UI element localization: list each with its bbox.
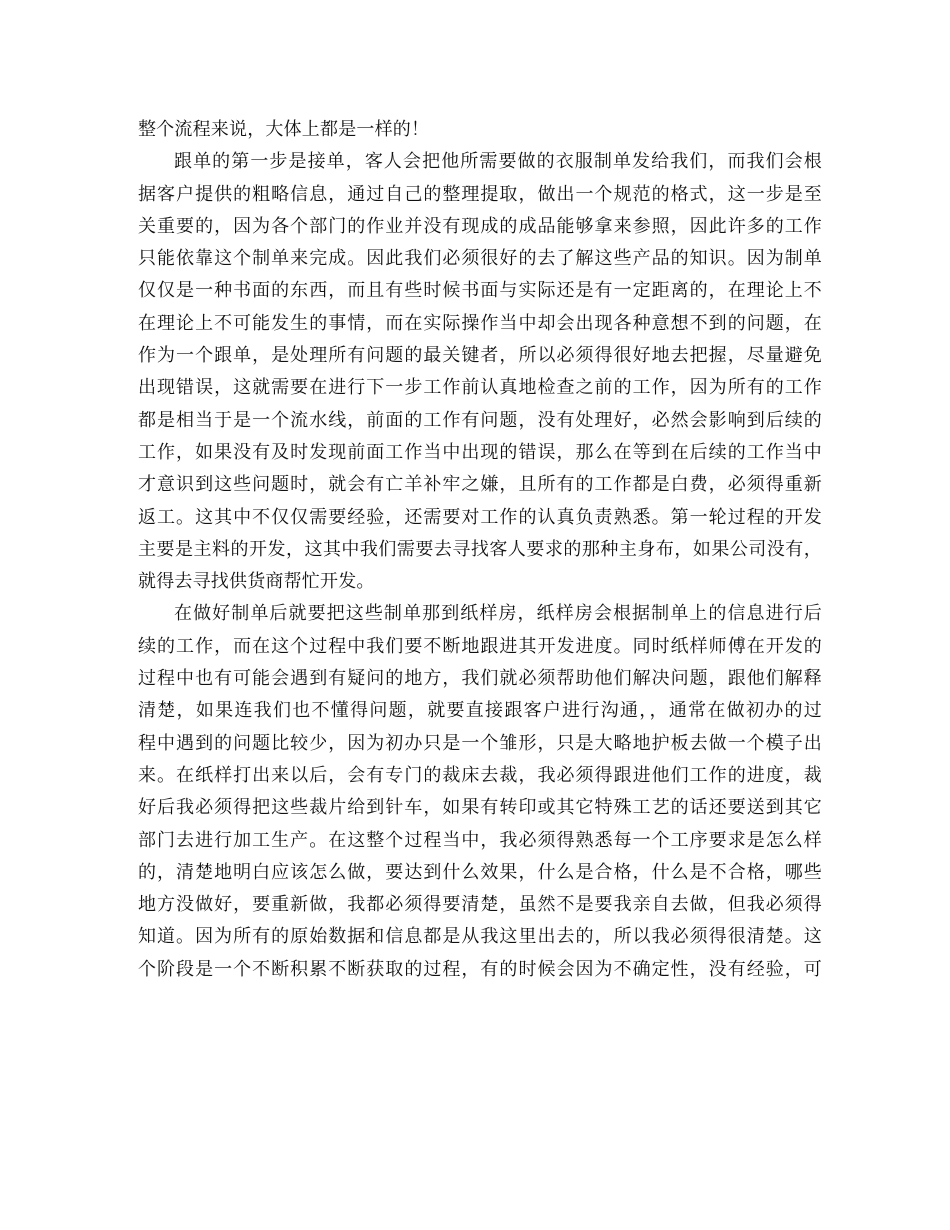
document-body-text xyxy=(138,114,822,986)
text-line: 返工。这其中不仅仅需要经验，还需要对工作的认真负责熟悉。第一轮过程的开发 xyxy=(138,506,822,528)
text-line: 在理论上不可能发生的事情，而在实际操作当中却会出现各种意想不到的问题，在 xyxy=(138,312,822,334)
text-line: 仅仅是一种书面的东西，而且有些时候书面与实际还是有一定距离的，在理论上不 xyxy=(138,280,822,302)
text-line: 地方没做好，要重新做，我都必须得要清楚，虽然不是要我亲自去做，但我必须得 xyxy=(138,894,822,916)
text-line: 过程中也有可能会遇到有疑问的地方，我们就必须帮助他们解决问题，跟他们解释 xyxy=(138,668,822,690)
text-line: 续的工作，而在这个过程中我们要不断地跟进其开发进度。同时纸样师傅在开发的 xyxy=(138,635,822,657)
text-line: 出现错误，这就需要在进行下一步工作前认真地检查之前的工作，因为所有的工作 xyxy=(138,377,822,399)
text-line: 才意识到这些问题时，就会有亡羊补牢之嫌，且所有的工作都是白费，必须得重新 xyxy=(138,474,822,496)
text-line: 整个流程来说，大体上都是一样的！ xyxy=(138,119,430,140)
text-line: 作为一个跟单，是处理所有问题的最关键者，所以必须得很好地去把握，尽量避免 xyxy=(138,345,822,367)
text-line: 个阶段是一个不断积累不断获取的过程，有的时候会因为不确定性，没有经验，可 xyxy=(138,958,822,980)
paragraph-first-line: 在做好制单后就要把这些制单那到纸样房，纸样房会根据制单上的信息进行后 xyxy=(174,603,822,625)
text-line: 关重要的，因为各个部门的作业并没有现成的成品能够拿来参照，因此许多的工作 xyxy=(138,215,822,237)
text-line: 工作，如果没有及时发现前面工作当中出现的错误，那么在等到在后续的工作当中 xyxy=(138,441,822,463)
text-line: 主要是主料的开发，这其中我们需要去寻找客人要求的那种主身布，如果公司没有， xyxy=(138,538,822,560)
text-line: 清楚，如果连我们也不懂得问题，就要直接跟客户进行沟通，，通常在做初办的过 xyxy=(138,700,822,722)
text-line: 就得去寻找供货商帮忙开发。 xyxy=(138,571,375,593)
text-line: 知道。因为所有的原始数据和信息都是从我这里出去的，所以我必须得很清楚。这 xyxy=(138,926,822,948)
text-line: 据客户提供的粗略信息，通过自己的整理提取，做出一个规范的格式，这一步是至 xyxy=(138,183,822,205)
paragraph-first-line: 跟单的第一步是接单，客人会把他所需要做的衣服制单发给我们，而我们会根 xyxy=(174,151,822,173)
text-line: 好后我必须得把这些裁片给到针车，如果有转印或其它特殊工艺的话还要送到其它 xyxy=(138,797,822,819)
text-line: 来。在纸样打出来以后，会有专门的裁床去裁，我必须得跟进他们工作的进度，裁 xyxy=(138,764,822,786)
text-line: 的，清楚地明白应该怎么做，要达到什么效果，什么是合格，什么是不合格，哪些 xyxy=(138,861,822,883)
text-line: 部门去进行加工生产。在这整个过程当中，我必须得熟悉每一个工序要求是怎么样 xyxy=(138,829,822,851)
text-line: 只能依靠这个制单来完成。因此我们必须很好的去了解这些产品的知识。因为制单 xyxy=(138,248,822,270)
text-line: 程中遇到的问题比较少，因为初办只是一个雏形，只是大略地护板去做一个模子出 xyxy=(138,732,822,754)
text-line: 都是相当于是一个流水线，前面的工作有问题，没有处理好，必然会影响到后续的 xyxy=(138,409,822,431)
